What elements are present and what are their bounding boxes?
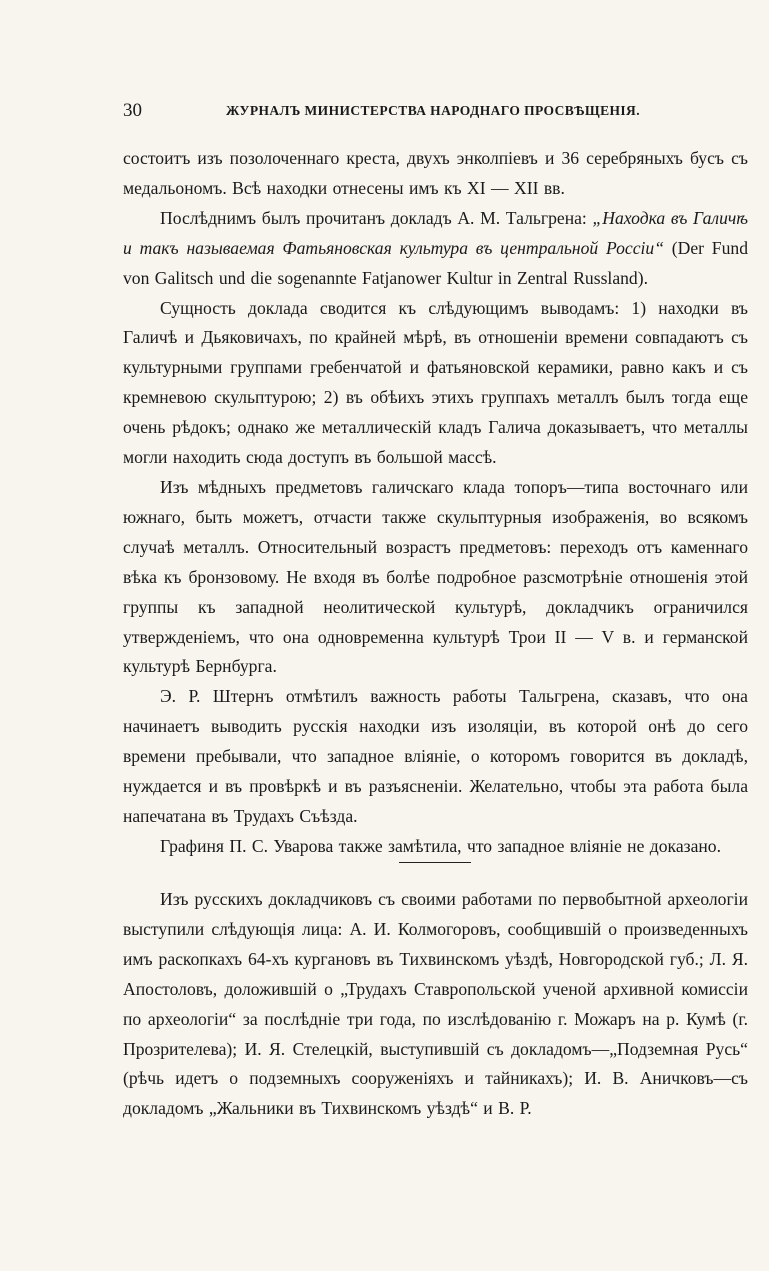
paragraph-conclusions: Сущность доклада сводится къ слѣдующимъ выводамъ: 1) находки въ Галичѣ и Дьяковичахъ, по крайней мѣрѣ, въ отношеніи времени совпадаютъ съ культурными группами гребенчатой и фатьяновской керамики, равно какъ и съ кремневою скульптурою; 2) въ обѣихъ этихъ группахъ металлъ былъ тогда еще очень рѣдокъ; однако же металлическій кладъ Галича доказываетъ, что металлы могли находить сюда доступъ въ большой массѣ. bbox=[123, 297, 748, 468]
paragraph-copper-objects: Изъ мѣдныхъ предметовъ галичскаго клада топоръ—типа восточнаго или южнаго, быть можетъ, отчасти также скульптурныя изображенія, во всякомъ случаѣ металлъ. Относительный возрастъ предметовъ: переходъ отъ каменнаго вѣка къ бронзовому. Не входя въ болѣе подробное разсмотрѣніе отношенія этой группы къ западной неолитической культурѣ, докладчикъ ограничился утвержденіемъ, что она одновременна культурѣ Трои II — V в. и германской культурѣ Бернбурга. bbox=[123, 476, 748, 677]
paragraph-stern-remark: Э. Р. Штернъ отмѣтилъ важность работы Тальгрена, сказавъ, что она начинаетъ выводить русскія находки изъ изоляціи, въ которой онѣ до сего времени пребывали, что западное вліяніе, о которомъ говорится въ докладѣ, нуждается и въ провѣркѣ и въ разъясненіи. Желательно, чтобы эта работа была напечатана въ Трудахъ Съѣзда. bbox=[123, 686, 748, 826]
report-title-italic: „Находка въ Галичѣ и такъ называемая Фатьяновская культура въ центральной Россіи“ bbox=[123, 207, 748, 258]
page-number: 30 bbox=[123, 100, 142, 121]
body-text bbox=[123, 144, 748, 862]
section-divider bbox=[399, 862, 471, 863]
paragraph-russian-reporters: Изъ русскихъ докладчиковъ съ своими работами по первобытной археологіи выступили слѣдующія лица: А. И. Колмогоровъ, сообщившій о произведенныхъ имъ раскопкахъ 64-хъ кургановъ въ Тихвинскомъ уѣздѣ, Новгородской губ.; Л. Я. Апостоловъ, доложившій о „Трудахъ Ставропольской ученой архивной комиссіи по археологіи“ за послѣдніе три года, по изслѣдованію г. Можаръ на р. Кумѣ (г. Прозрителева); И. Я. Стелецкій, выступившій съ докладомъ—„Подземная Русь“ (рѣчь идетъ о подземныхъ сооруженіяхъ и тайникахъ); И. В. Аничковъ—съ докладомъ „Жальники въ Тихвинскомъ уѣздѣ“ и В. Р. bbox=[123, 889, 748, 1119]
journal-title: ЖУРНАЛЪ МИНИСТЕРСТВА НАРОДНАГО ПРОСВѢЩЕНІЯ. bbox=[226, 103, 640, 118]
body-text-continued bbox=[123, 885, 748, 1124]
book-page bbox=[123, 0, 748, 1271]
paragraph-talgren-report bbox=[123, 204, 748, 294]
paragraph-talgren-lead: Послѣднимъ былъ прочитанъ докладъ А. М. Тальгрена: bbox=[160, 207, 593, 228]
running-head bbox=[123, 100, 748, 122]
paragraph-talgren-tail: (Der Fund von Galitsch und die sogenannte Fatjanower Kultur in Zentral Russland). bbox=[123, 237, 748, 288]
paragraph-continuation: состоитъ изъ позолоченнаго креста, двухъ энколпіевъ и 36 серебряныхъ бусъ съ медальономъ. Всѣ находки отнесены имъ къ XI — XII вв. bbox=[123, 148, 748, 198]
paragraph-uvarova-remark: Графиня П. С. Уварова также замѣтила, что западное вліяніе не доказано. bbox=[160, 835, 721, 856]
